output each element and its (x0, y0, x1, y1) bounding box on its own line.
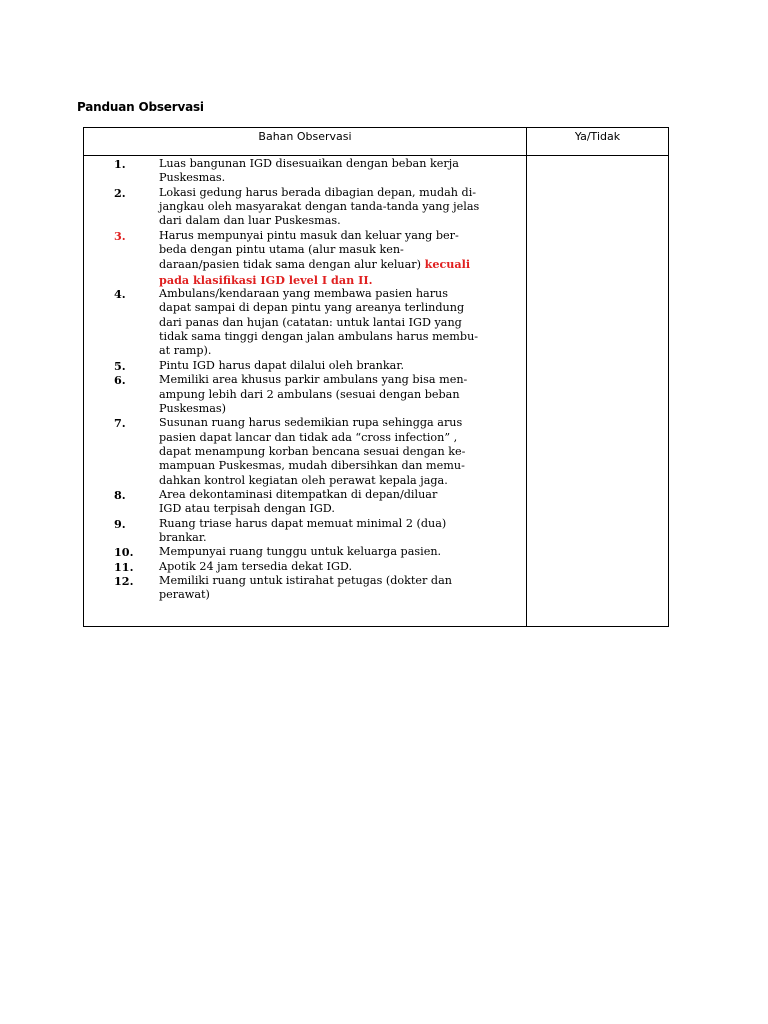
item-text-line: brankar. (159, 530, 207, 544)
item-number: 4. (114, 287, 126, 302)
item-text-line-with-emphasis (159, 257, 520, 272)
observation-item (84, 574, 526, 603)
observation-table (83, 127, 669, 627)
item-text-line: ampung lebih dari 2 ambulans (sesuai dengan beban (159, 387, 460, 401)
observation-item (84, 157, 526, 186)
item-text-line: jangkau oleh masyarakat dengan tanda-tanda yang jelas (159, 200, 480, 214)
item-text-line: Luas bangunan IGD disesuaikan dengan beban kerja (159, 157, 459, 170)
item-text-line: Pintu IGD harus dapat dilalui oleh brankar. (159, 358, 404, 372)
item-text-line: Ambulans/kendaraan yang membawa pasien harus (159, 287, 448, 301)
observation-item (84, 186, 526, 229)
emphasis-text: kecuali (424, 257, 471, 272)
item-text-line: pasien dapat lancar dan tidak ada “cross infection” , (159, 430, 458, 444)
item-number: 9. (114, 516, 126, 531)
item-text-line: Memiliki ruang untuk istirahat petugas (dokter dan (159, 573, 452, 587)
item-text-line: tidak sama tinggi dengan jalan ambulans harus membu- (159, 330, 479, 344)
item-text-line: dahkan kontrol kegiatan oleh perawat kepala jaga. (159, 473, 448, 487)
item-text-line: Apotik 24 jam tersedia dekat IGD. (159, 559, 353, 573)
item-number: 11. (114, 559, 134, 574)
item-number: 1. (114, 157, 126, 171)
item-text-line: IGD atau terpisah dengan IGD. (159, 502, 335, 516)
observation-items (84, 157, 526, 603)
item-text-line: Harus mempunyai pintu masuk dan keluar yang ber- (159, 228, 459, 242)
item-number: 7. (114, 416, 126, 431)
item-text-line: Puskesmas. (159, 171, 226, 185)
item-text-line: dari dalam dan luar Puskesmas. (159, 214, 341, 228)
item-number: 3. (114, 228, 126, 243)
item-number: 12. (114, 573, 134, 588)
item-text-segment: daraan/pasien tidak sama dengan alur keluar) (159, 258, 422, 272)
item-text-line: Memiliki area khusus parkir ambulans yang bisa men- (159, 373, 468, 387)
observation-item (84, 287, 526, 359)
item-text-line: beda dengan pintu utama (alur masuk ken- (159, 243, 404, 257)
item-text-line: dari panas dan hujan (catatan: untuk lantai IGD yang (159, 315, 462, 329)
header-bahan-observasi: Bahan Observasi (258, 130, 352, 143)
item-number: 5. (114, 358, 126, 373)
emphasis-text-line: pada klasifikasi IGD level I dan II. (159, 272, 373, 287)
item-text-line: dapat sampai di depan pintu yang areanya terlindung (159, 301, 465, 315)
observation-item (84, 373, 526, 416)
item-number: 10. (114, 545, 134, 560)
header-ya-tidak: Ya/Tidak (574, 130, 621, 143)
observation-item (84, 488, 526, 517)
item-number: 8. (114, 487, 126, 502)
observation-item (84, 416, 526, 488)
item-text-line: at ramp). (159, 344, 212, 358)
document-title: Panduan Observasi (77, 100, 204, 114)
table-header-row (84, 128, 668, 156)
ya-tidak-answer-cell[interactable] (527, 156, 668, 626)
observation-item (84, 229, 526, 287)
item-text-line: Lokasi gedung harus berada dibagian depan, mudah di- (159, 185, 477, 199)
item-text-line: Area dekontaminasi ditempatkan di depan/diluar (159, 487, 438, 501)
item-number: 2. (114, 185, 126, 200)
item-text-line: Ruang triase harus dapat memuat minimal 2 (dua) (159, 516, 447, 530)
item-number: 6. (114, 373, 126, 388)
observation-item (84, 359, 526, 373)
item-text-line: mampuan Puskesmas, mudah dibersihkan dan memu- (159, 459, 465, 473)
observation-item (84, 545, 526, 559)
item-text-line: perawat) (159, 588, 210, 602)
observation-item (84, 560, 526, 574)
item-text-line: Puskesmas) (159, 401, 226, 415)
item-text-line: dapat menampung korban bencana sesuai dengan ke- (159, 444, 466, 458)
item-text-line: Mempunyai ruang tunggu untuk keluarga pasien. (159, 545, 442, 559)
observation-item (84, 517, 526, 546)
item-text-line: Susunan ruang harus sedemikian rupa sehingga arus (159, 416, 463, 430)
